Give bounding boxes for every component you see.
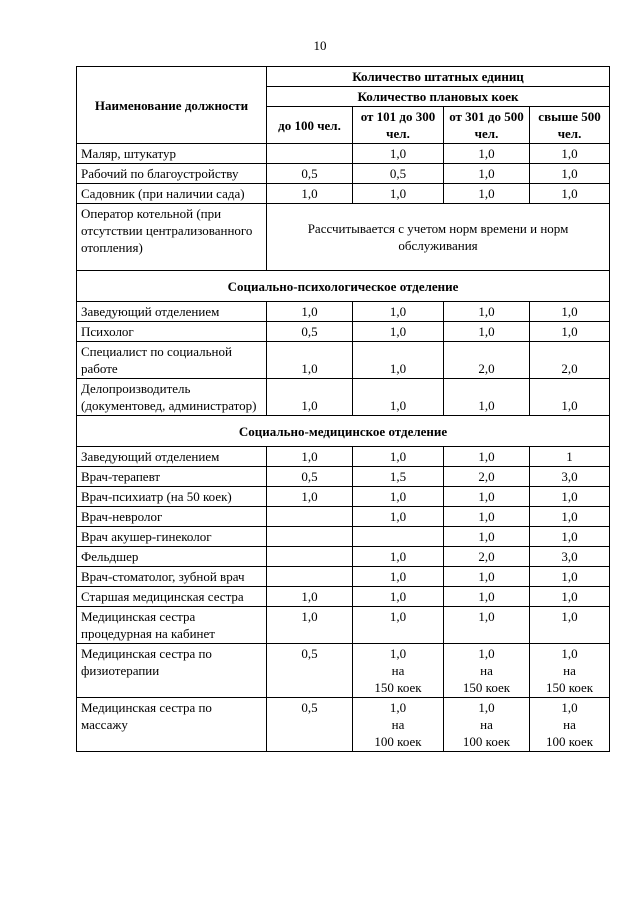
column-header: от 301 до 500 чел. — [444, 107, 530, 144]
value-cell: 1,0 — [530, 587, 610, 607]
value-cell: 1,0 — [530, 184, 610, 204]
position-name: Врач акушер-гинеколог — [77, 527, 267, 547]
column-header: от 101 до 300 чел. — [353, 107, 444, 144]
value-cell: 1,0 — [444, 607, 530, 644]
value-cell: 1,0 — [353, 302, 444, 322]
section1-rows — [77, 302, 610, 416]
value-cell: 1,0 — [353, 447, 444, 467]
table-row — [77, 644, 610, 698]
position-name: Медицинская сестра по физиотерапии — [77, 644, 267, 698]
position-column-header: Наименование должности — [77, 67, 267, 144]
value-cell: 1,0 — [444, 587, 530, 607]
merged-note: Рассчитывается с учетом норм времени и норм обслуживания — [267, 204, 610, 271]
table-row — [77, 698, 610, 752]
position-name: Маляр, штукатур — [77, 144, 267, 164]
value-cell: 0,5 — [267, 467, 353, 487]
value-cell: 1,0 — [267, 607, 353, 644]
position-name: Специалист по социальной работе — [77, 342, 267, 379]
value-cell: 1,0 — [530, 144, 610, 164]
value-cell: 1,0 — [444, 447, 530, 467]
value-cell: 1,0 — [267, 184, 353, 204]
value-cell: 1,0 — [267, 302, 353, 322]
value-cell: 1,0 — [444, 302, 530, 322]
value-cell: 1,0 — [444, 379, 530, 416]
table-row — [77, 587, 610, 607]
value-cell: 1,0 на 150 коек — [530, 644, 610, 698]
value-cell: 1,0 — [353, 487, 444, 507]
value-cell — [267, 507, 353, 527]
value-cell: 1,0 — [353, 587, 444, 607]
position-name: Врач-психиатр (на 50 коек) — [77, 487, 267, 507]
table-row — [77, 184, 610, 204]
value-cell — [353, 527, 444, 547]
position-name: Психолог — [77, 322, 267, 342]
value-cell: 1,0 — [267, 587, 353, 607]
table-row — [77, 379, 610, 416]
table-row — [77, 164, 610, 184]
section2-rows — [77, 447, 610, 752]
value-cell: 1,0 — [444, 567, 530, 587]
value-cell: 3,0 — [530, 547, 610, 567]
value-cell: 1 — [530, 447, 610, 467]
value-cell: 2,0 — [444, 467, 530, 487]
value-cell: 1,0 — [353, 342, 444, 379]
position-name: Медицинская сестра процедурная на кабинет — [77, 607, 267, 644]
position-name: Врач-терапевт — [77, 467, 267, 487]
position-name: Заведующий отделением — [77, 447, 267, 467]
value-cell: 0,5 — [267, 698, 353, 752]
value-cell: 1,0 — [530, 322, 610, 342]
value-cell: 1,0 — [444, 527, 530, 547]
table-row — [77, 302, 610, 322]
value-cell: 1,0 — [530, 164, 610, 184]
staffing-table — [76, 66, 610, 752]
section-title: Социально-медицинское отделение — [77, 416, 610, 447]
value-cell: 1,0 — [444, 507, 530, 527]
position-name: Делопроизводитель (документовед, администратор) — [77, 379, 267, 416]
value-cell: 1,0 — [267, 447, 353, 467]
position-name: Фельдшер — [77, 547, 267, 567]
value-cell: 1,0 на 100 коек — [530, 698, 610, 752]
value-cell: 1,0 — [530, 567, 610, 587]
value-cell: 0,5 — [267, 644, 353, 698]
position-name: Садовник (при наличии сада) — [77, 184, 267, 204]
value-cell: 1,0 на 100 коек — [444, 698, 530, 752]
value-cell: 1,0 — [353, 144, 444, 164]
position-name: Заведующий отделением — [77, 302, 267, 322]
position-name: Рабочий по благоустройству — [77, 164, 267, 184]
value-cell: 1,0 — [353, 507, 444, 527]
position-name: Врач-невролог — [77, 507, 267, 527]
value-cell: 1,0 — [530, 379, 610, 416]
value-cell — [267, 527, 353, 547]
value-cell — [267, 547, 353, 567]
value-cell: 0,5 — [353, 164, 444, 184]
table-row — [77, 507, 610, 527]
boiler-operator-row — [77, 204, 610, 271]
value-cell — [267, 567, 353, 587]
value-cell: 1,0 — [444, 322, 530, 342]
table-row — [77, 342, 610, 379]
table-row — [77, 567, 610, 587]
page-number: 10 — [313, 38, 327, 53]
table-row — [77, 322, 610, 342]
value-cell: 1,5 — [353, 467, 444, 487]
value-cell: 1,0 на 150 коек — [353, 644, 444, 698]
value-cell: 1,0 — [353, 322, 444, 342]
position-name: Оператор котельной (при отсутствии централизованного отопления) — [77, 204, 267, 271]
value-cell: 1,0 — [444, 144, 530, 164]
table-row — [77, 447, 610, 467]
value-cell: 1,0 — [530, 507, 610, 527]
position-name: Старшая медицинская сестра — [77, 587, 267, 607]
section-title: Социально-психологическое отделение — [77, 271, 610, 302]
staff-units-header: Количество штатных единиц — [267, 67, 610, 87]
value-cell: 2,0 — [444, 547, 530, 567]
column-header: свыше 500 чел. — [530, 107, 610, 144]
value-cell: 1,0 — [267, 342, 353, 379]
position-name: Врач-стоматолог, зубной врач — [77, 567, 267, 587]
value-cell: 1,0 — [530, 487, 610, 507]
value-cell: 1,0 — [353, 607, 444, 644]
value-cell: 1,0 — [530, 302, 610, 322]
general-rows — [77, 144, 610, 204]
value-cell: 1,0 — [353, 567, 444, 587]
value-cell: 1,0 — [353, 547, 444, 567]
position-name: Медицинская сестра по массажу — [77, 698, 267, 752]
value-cell: 0,5 — [267, 322, 353, 342]
value-cell: 1,0 — [444, 487, 530, 507]
section-heading-row — [77, 416, 610, 447]
value-cell — [267, 144, 353, 164]
value-cell: 0,5 — [267, 164, 353, 184]
value-cell: 1,0 — [353, 184, 444, 204]
value-cell: 1,0 — [530, 527, 610, 547]
value-cell: 1,0 — [267, 379, 353, 416]
table-row — [77, 144, 610, 164]
table-row — [77, 527, 610, 547]
table-row — [77, 467, 610, 487]
header-row — [77, 67, 610, 87]
table-row — [77, 487, 610, 507]
value-cell: 1,0 — [444, 164, 530, 184]
table-row — [77, 547, 610, 567]
value-cell: 1,0 — [530, 607, 610, 644]
value-cell: 1,0 на 150 коек — [444, 644, 530, 698]
value-cell: 3,0 — [530, 467, 610, 487]
column-header: до 100 чел. — [267, 107, 353, 144]
planned-beds-header: Количество плановых коек — [267, 87, 610, 107]
value-cell: 1,0 — [444, 184, 530, 204]
value-cell: 1,0 на 100 коек — [353, 698, 444, 752]
value-cell: 2,0 — [444, 342, 530, 379]
table-row — [77, 607, 610, 644]
value-cell: 2,0 — [530, 342, 610, 379]
value-cell: 1,0 — [353, 379, 444, 416]
section-heading-row — [77, 271, 610, 302]
value-cell: 1,0 — [267, 487, 353, 507]
